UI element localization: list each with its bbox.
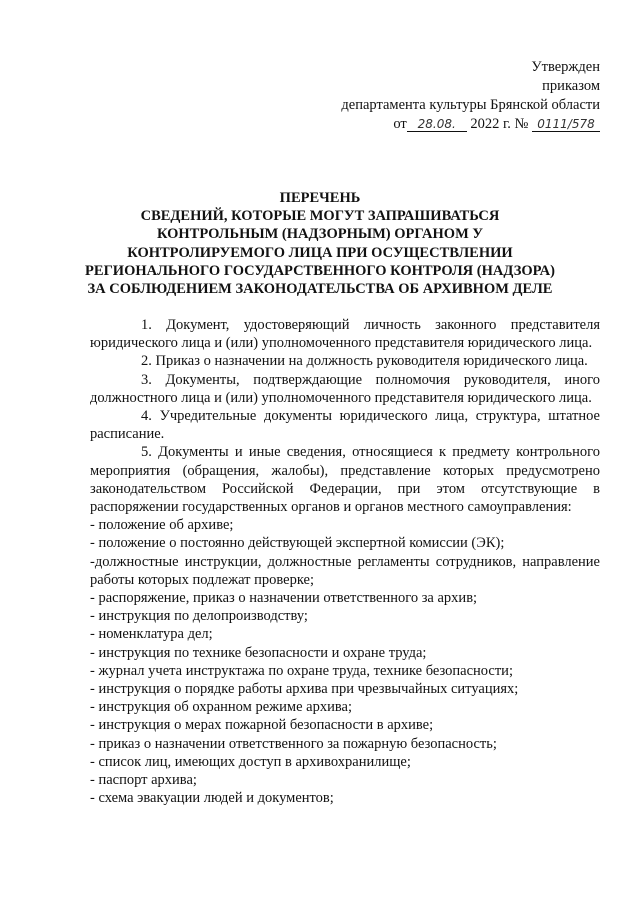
title-line: ПЕРЕЧЕНЬ — [279, 190, 361, 206]
handwritten-date: 28.08. — [407, 117, 467, 132]
list-item: - приказ о назначении ответственного за пожарную безопасность; — [90, 735, 497, 752]
paragraph: 2. Приказ о назначении на должность руководителя юридического лица. — [141, 353, 588, 370]
approval-date-line — [341, 115, 600, 134]
approval-line-order: приказом — [542, 78, 600, 94]
list-item: - схема эвакуации людей и документов; — [90, 790, 334, 807]
paragraph: 5. Документы и иные сведения, относящиеся к предмету контрольного мероприятия (обращения, жалобы), представление которых предусмотрено законодательством Российской Федерации, при этом отсутствующие в распоряжении государственных органов и органов местного самоуправления: — [90, 444, 600, 516]
year-and-number-label: 2022 г. № — [470, 116, 529, 132]
list-item: - инструкция по технике безопасности и охране труда; — [90, 644, 427, 661]
list-item: - положение об архиве; — [90, 517, 234, 534]
list-item: - список лиц, имеющих доступ в архивохранилище; — [90, 753, 411, 770]
title-line: РЕГИОНАЛЬНОГО ГОСУДАРСТВЕННОГО КОНТРОЛЯ (НАДЗОРА) — [85, 262, 555, 279]
title-line: КОНТРОЛЬНЫМ (НАДЗОРНЫМ) ОРГАНОМ У — [156, 226, 484, 243]
list-item: - инструкция по делопроизводству; — [90, 608, 308, 625]
list-item: - инструкция об охранном режиме архива; — [90, 699, 352, 716]
approval-line-approved: Утвержден — [531, 59, 600, 75]
list-item: - номенклатура дел; — [90, 626, 213, 643]
date-prefix: от — [393, 116, 407, 132]
title-line: ЗА СОБЛЮДЕНИЕМ ЗАКОНОДАТЕЛЬСТВА ОБ АРХИВНОМ ДЕЛЕ — [87, 281, 553, 298]
title-line: СВЕДЕНИЙ, КОТОРЫЕ МОГУТ ЗАПРАШИВАТЬСЯ — [140, 208, 500, 225]
paragraph: 4. Учредительные документы юридического лица, структура, штатное расписание. — [90, 408, 600, 443]
list-item: - положение о постоянно действующей экспертной комиссии (ЭК); — [90, 535, 505, 552]
list-item: -должностные инструкции, должностные регламенты сотрудников, направление работы которых подлежат проверке; — [90, 553, 600, 588]
paragraph: 3. Документы, подтверждающие полномочия руководителя, иного должностного лица и (или) уполномоченного представителя юридического лица. — [90, 371, 600, 406]
title-line: КОНТРОЛИРУЕМОГО ЛИЦА ПРИ ОСУЩЕСТВЛЕНИИ — [127, 244, 513, 261]
paragraph: 1. Документ, удостоверяющий личность законного представителя юридического лица и (или) уполномоченного представителя юридического лица. — [90, 317, 600, 352]
list-item: - распоряжение, приказ о назначении ответственного за архив; — [90, 590, 478, 607]
list-item: - паспорт архива; — [90, 772, 197, 789]
list-item: - инструкция о мерах пожарной безопасности в архиве; — [90, 717, 434, 734]
document-body — [90, 316, 600, 807]
list-item: - инструкция о порядке работы архива при чрезвычайных ситуациях; — [90, 681, 519, 698]
approval-stamp-block — [341, 58, 600, 134]
handwritten-order-number: 0111/578 — [532, 117, 600, 132]
list-item: - журнал учета инструктажа по охране труда, технике безопасности; — [90, 662, 513, 679]
approval-line-department: департамента культуры Брянской области — [341, 97, 600, 113]
document-title — [40, 189, 600, 298]
